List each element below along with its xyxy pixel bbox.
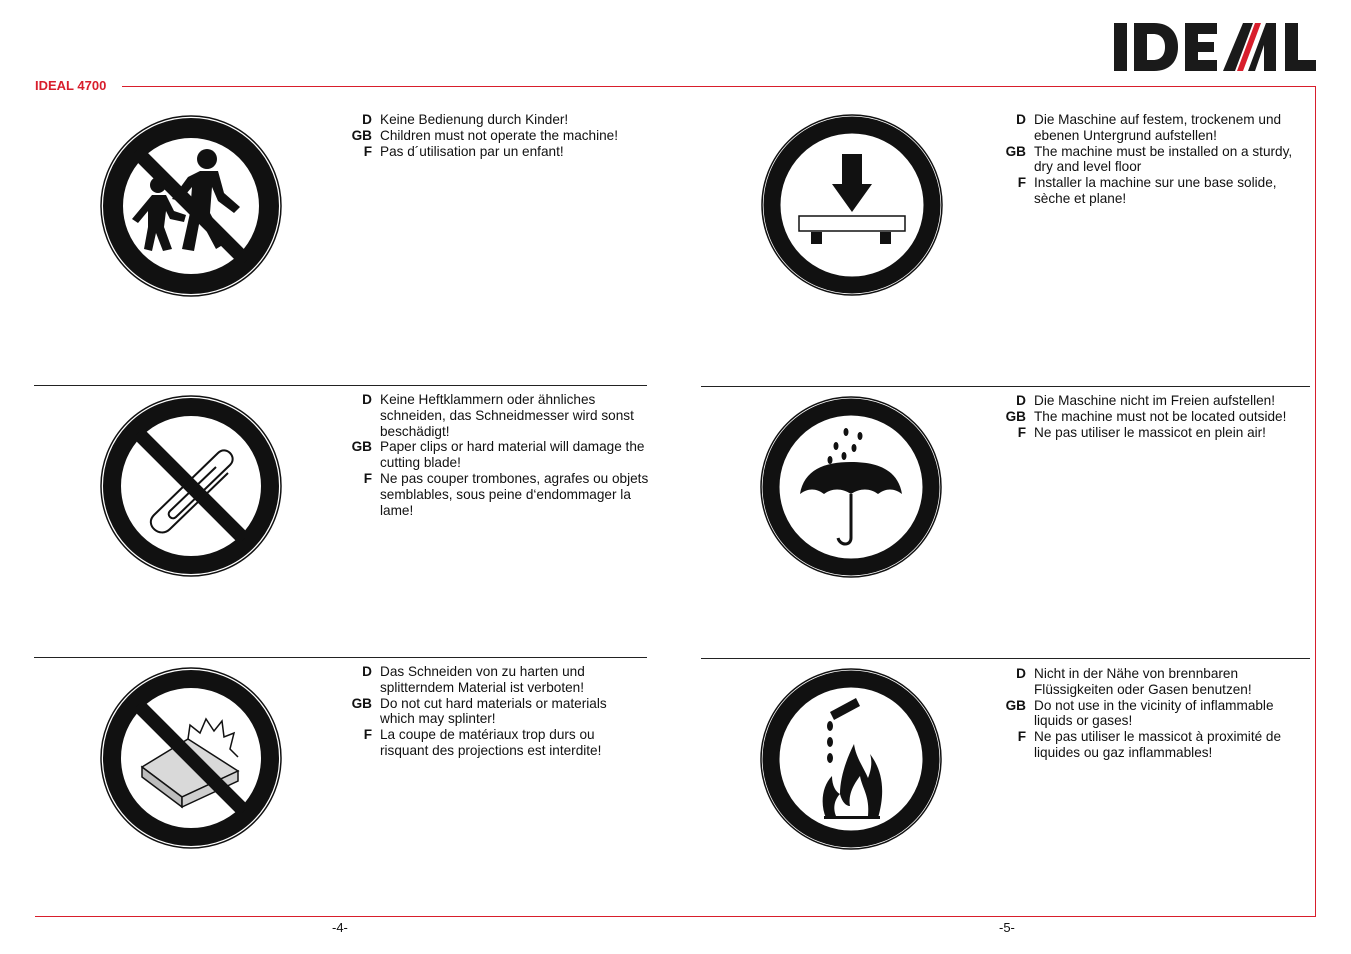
instruction-text: Nicht in der Nähe von brennbaren Flüssigkeiten oder Gasen benutzen! [1034,666,1252,697]
lang-code: F [1017,424,1026,440]
lang-line [344,664,644,696]
flammable-liquids-icon [760,668,942,850]
instruction-text: Children must not operate the machine! [380,127,619,143]
keep-dry-umbrella-icon [760,396,942,578]
model-label: IDEAL 4700 [35,78,107,93]
lang-code: D [362,392,372,407]
instruction-text: Die Maschine nicht im Freien aufstellen! [1034,393,1276,408]
lang-line [344,112,644,128]
section-outdoor-text [998,393,1310,440]
lang-code: F [1017,729,1026,745]
instruction-text: Paper clips or hard material will damage the cutting blade! [380,439,645,471]
no-children-icon [100,115,282,297]
lang-line [344,128,644,144]
lang-line [998,698,1310,730]
lang-line [998,393,1310,409]
lang-line [998,425,1310,441]
no-paper-clips-icon [100,395,282,577]
lang-code: F [1017,175,1026,191]
lang-code: D [1016,666,1026,681]
lang-line [998,729,1310,761]
lang-line [998,409,1310,425]
separator-right-1 [701,386,1310,387]
section-no-children-text [344,112,644,159]
lang-code: GB [351,695,372,711]
lang-line [998,112,1310,144]
lang-code: F [363,143,372,159]
level-floor-icon [761,114,943,296]
separator-left-1 [34,385,647,386]
lang-code: GB [351,127,372,143]
lang-line [344,696,644,728]
lang-code: F [363,470,372,486]
instruction-text: Ne pas couper trombones, agrafes ou objets semblables, sous peine d‘endommager la lame! [380,470,649,518]
no-hard-materials-icon [100,667,282,849]
section-hard-materials-text [344,664,644,759]
lang-code: D [1016,112,1026,127]
lang-code: D [362,112,372,127]
ideal-logo [1114,21,1316,73]
lang-code: D [1016,393,1026,408]
instruction-text: The machine must be installed on a sturdy, dry and level floor [1034,143,1293,175]
right-frame-rule [1315,86,1316,917]
lang-code: D [362,664,372,679]
section-no-paper-clips-text [344,392,650,518]
lang-code: GB [1005,143,1026,159]
lang-line [344,439,650,471]
footer-rule [35,916,1316,917]
instruction-text: Ne pas utiliser le massicot à proximité de liquides ou gaz inflammables! [1034,729,1282,760]
instruction-text: Do not cut hard materials or materials which may splinter! [380,695,607,727]
instruction-text: Das Schneiden von zu harten und splitterndem Material ist verboten! [380,664,585,695]
instruction-text: Installer la machine sur une base solide, sèche et plane! [1034,175,1277,206]
lang-line [344,727,644,759]
section-flammable-text [998,666,1310,761]
instruction-text: The machine must not be located outside! [1034,408,1287,424]
lang-code: GB [351,439,372,455]
separator-left-2 [34,657,647,658]
lang-code: GB [1005,697,1026,713]
lang-line [344,144,644,160]
section-level-floor-text [998,112,1310,207]
page-number-left: -4- [332,920,348,935]
page-number-right: -5- [999,920,1015,935]
instruction-text: Keine Heftklammern oder ähnliches schneiden, das Schneidmesser wird sonst beschädigt! [380,392,634,439]
separator-right-2 [701,658,1310,659]
instruction-text: Do not use in the vicinity of inflammable liquids or gases! [1034,697,1274,729]
lang-line [998,666,1310,698]
instruction-text: Pas d´utilisation par un enfant! [380,143,564,159]
lang-code: GB [1005,408,1026,424]
lang-line [344,471,650,518]
instruction-text: Keine Bedienung durch Kinder! [380,112,569,127]
lang-line [344,392,650,439]
header-rule [122,86,1316,87]
instruction-text: Ne pas utiliser le massicot en plein air! [1034,424,1266,440]
lang-code: F [363,727,372,743]
instruction-text: La coupe de matériaux trop durs ou risquant des projections est interdite! [380,727,602,758]
lang-line [998,175,1310,207]
instruction-text: Die Maschine auf festem, trockenem und ebenen Untergrund aufstellen! [1034,112,1282,143]
lang-line [998,144,1310,176]
